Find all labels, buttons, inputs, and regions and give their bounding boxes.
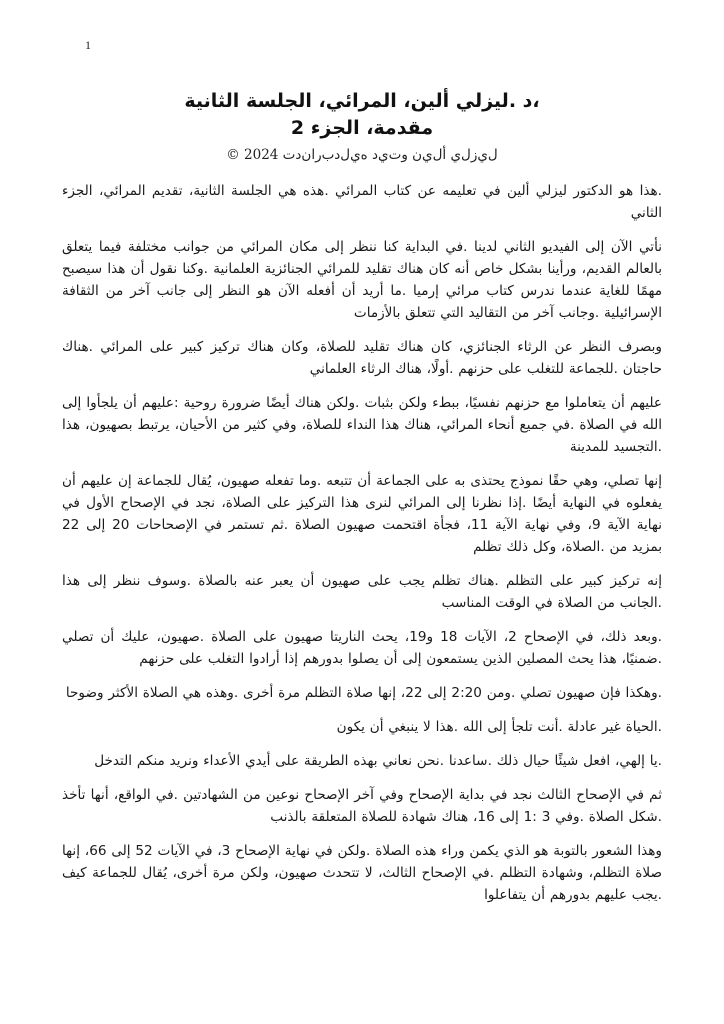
page-number: 1 xyxy=(85,38,91,52)
paragraph: إنها تصلي، وهي حقًا نموذج يحتذى به على الجماعة أن تتبعه .وما تفعله صهيون، يُقال للجماعة إن عليهم أن يفعلوه في النهاية أيضًا .إذا نظرنا إلى المرائي لنرى هذا التركيز على الصلاة، نجد في الإصحاح الأول في نهاية الآية 9، وفي نهاية الآية 11، فجأة اقتحمت صهيون الصلاة .ثم تستمر في الإصحاحات 20 إلى 22 بمزيد من .الصلاة، وكل ذلك تظلم xyxy=(62,473,662,555)
document-body xyxy=(62,180,662,906)
paragraph: .الحياة غير عادلة .أنت تلجأ إلى الله .هذا لا ينبغي أن يكون xyxy=(336,719,662,735)
document-title-line-1: ،د .ليزلي ألين، المرائي، الجلسة الثانية xyxy=(184,90,540,112)
copyright-line: ل‌ي‌ز‌ل‌ي أ‌ل‌ي‌ن و‌ت‌ي‌د ه‌ي‌ل‌د‌ب‌ر‌ا‌ن‌د‌ت 2024 © xyxy=(226,147,498,163)
paragraph: ثم في الإصحاح الثالث نجد في بداية الإصحاح وفي آخر الإصحاح نوعين من الشهادتين .في الواقع، أنها تأخذ .شكل الصلاة .وفي 3 :1 إلى 16، هناك شهادة للصلاة المتعلقة بالذنب xyxy=(62,787,662,825)
paragraph: .يا إلهي، افعل شيئًا حيال ذلك .ساعدنا .نحن نعاني بهذه الطريقة على أيدي الأعداء ونريد منكم التدخل xyxy=(94,753,662,769)
paragraph: .وبعد ذلك، في الإصحاح 2، الآيات 18 و19، يحث الناريتا صهيون على الصلاة .صهيون، عليك أن تصلي .ضمنيًا، هذا يحث المصلين الذين يستمعون إلى أن يصلوا بدورهم إذا أرادوا التغلب على حزنهم xyxy=(62,629,662,667)
paragraph: وهذا الشعور بالتوبة هو الذي يكمن وراء هذه الصلاة .ولكن في نهاية الإصحاح 3، في الآيات 52 إلى 66، إنها صلاة التظلم، وشهادة التظلم .في الإصحاح الثالث، لا تتحدث صهيون، ولكن مرة أخرى، يُقال للجماعة كيف .يجب عليهم بدورهم أن يتفاعلوا xyxy=(62,843,662,903)
paragraph: .هذا هو الدكتور ليزلي ألين في تعليمه عن كتاب المرائي .هذه هي الجلسة الثانية، تقديم المرائي، الجزء الثاني xyxy=(62,183,662,221)
document-title-line-2: مقدمة، الجزء 2 xyxy=(290,117,434,139)
paragraph: .وهكذا فإن صهيون تصلي .ومن 2:20 إلى 22، إنها صلاة التظلم مرة أخرى .وهذه هي الصلاة الأكثر وضوحا xyxy=(65,685,662,701)
paragraph: إنه تركيز كبير على التظلم .هناك تظلم يجب على صهيون أن يعبر عنه بالصلاة .وسوف ننظر إلى هذا .الجانب من الصلاة في الوقت المناسب xyxy=(62,573,662,611)
paragraph: عليهم أن يتعاملوا مع حزنهم نفسيًا، ببطء ولكن بثبات .ولكن هناك أيضًا ضرورة روحية :عليهم أن يلجأوا إلى الله في الصلاة .في جميع أنحاء المرائي، هناك هذا النداء للصلاة، وفي كثير من الأحيان، يرتبط بصهيون، هذا .التجسيد للمدينة xyxy=(62,395,662,455)
paragraph: وبصرف النظر عن الرثاء الجنائزي، كان هناك تقليد للصلاة، وكان هناك تركيز كبير على المرائي .هناك حاجتان .للجماعة للتغلب على حزنهم .أولًا، هناك الرثاء العلماني xyxy=(62,339,662,377)
document-header xyxy=(0,0,724,165)
paragraph: نأتي الآن إلى الفيديو الثاني لدينا .في البداية كنا ننظر إلى مكان المرائي من جوانب مختلفة فيما يتعلق بالعالم القديم، ورأينا بشكل خاص أنه كان هناك تقليد للمرائي الجنائزية العلمانية .وكنا نقول أن هذا سيصبح مهمًا للغاية عندما ندرس كتاب مرائي إرميا .ما أريد أن أفعله الآن هو النظر إلى جانب آخر من الثقافة الإسرائيلية .وجانب آخر من التقاليد التي تتعلق بالأزمات xyxy=(62,239,662,321)
